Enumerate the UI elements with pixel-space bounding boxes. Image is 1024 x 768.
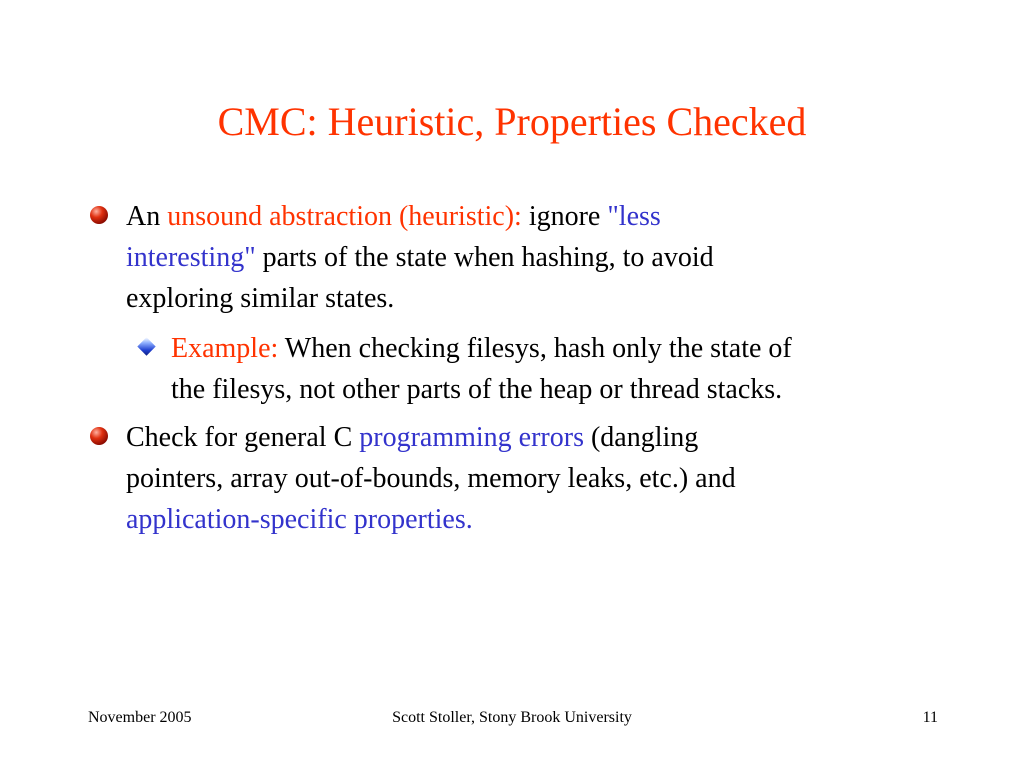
red-ball-bullet-icon bbox=[90, 206, 108, 224]
bullet-2-line-1: Check for general C programming errors (dangling bbox=[126, 422, 699, 453]
red-ball-bullet-icon bbox=[90, 427, 108, 445]
sub-bullet-line-1: Example: When checking filesys, hash only the state of bbox=[171, 333, 792, 364]
footer-date: November 2005 bbox=[88, 709, 192, 726]
bullet-2-line-2: pointers, array out-of-bounds, memory leaks, etc.) and bbox=[126, 463, 736, 494]
bullet-2-line-3: application-specific properties. bbox=[126, 504, 473, 535]
slide-title: CMC: Heuristic, Properties Checked bbox=[217, 99, 807, 144]
bullet-1-line-1: An unsound abstraction (heuristic): ignore "less bbox=[126, 201, 661, 232]
sub-bullet-line-2: the filesys, not other parts of the heap or thread stacks. bbox=[171, 374, 783, 405]
footer-page-number: 11 bbox=[922, 709, 938, 726]
bullet-1-line-3: exploring similar states. bbox=[126, 283, 395, 314]
footer-author: Scott Stoller, Stony Brook University bbox=[392, 709, 632, 726]
sub-bullet-example bbox=[171, 328, 961, 410]
blue-diamond-bullet-icon bbox=[137, 337, 155, 355]
bullet-2 bbox=[126, 417, 926, 540]
unsound-abstraction-text: unsound abstraction (heuristic): bbox=[167, 201, 522, 232]
bullet-1-line-2: interesting" parts of the state when hashing, to avoid bbox=[126, 242, 714, 273]
bullet-1 bbox=[126, 196, 926, 319]
